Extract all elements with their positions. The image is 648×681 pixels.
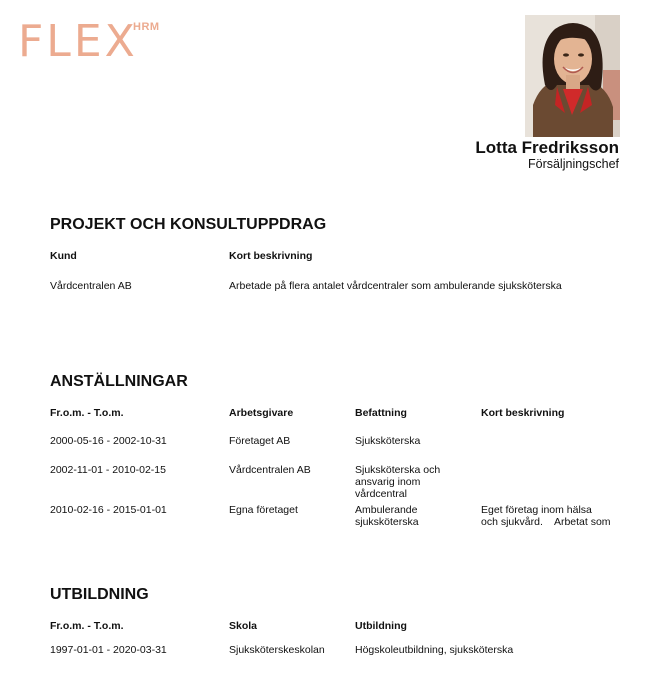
portrait-icon — [525, 15, 620, 137]
education-col-period: Fr.o.m. - T.o.m. — [50, 620, 124, 632]
employment-period: 2010-02-16 - 2015-01-01 — [50, 504, 167, 516]
education-period: 1997-01-01 - 2020-03-31 — [50, 644, 167, 656]
project-customer: Vårdcentralen AB — [50, 280, 132, 292]
employment-employer: Företaget AB — [229, 435, 291, 447]
employment-col-employer: Arbetsgivare — [229, 407, 294, 419]
employment-col-period: Fr.o.m. - T.o.m. — [50, 407, 124, 419]
employment-employer: Vårdcentralen AB — [229, 464, 311, 476]
employment-period: 2000-05-16 - 2002-10-31 — [50, 435, 167, 447]
profile-photo — [525, 15, 620, 137]
employment-position: Sjuksköterska — [355, 435, 421, 447]
logo-text: FLEX — [18, 16, 138, 67]
education-col-school: Skola — [229, 620, 258, 632]
profile-name: Lotta Fredriksson — [475, 138, 619, 157]
employment-col-position: Befattning — [355, 407, 407, 419]
employment-col-description: Kort beskrivning — [481, 407, 565, 419]
education-heading: UTBILDNING — [50, 586, 149, 603]
logo-superscript: HRM — [133, 21, 160, 33]
project-description: Arbetade på flera antalet vårdcentraler som ambulerande sjuksköterska — [229, 280, 562, 292]
employment-description: Eget företag inom hälsa och sjukvård. Arbetat som — [481, 504, 611, 528]
employment-period: 2002-11-01 - 2010-02-15 — [50, 464, 166, 476]
education-col-program: Utbildning — [355, 620, 407, 632]
education-program: Högskoleutbildning, sjuksköterska — [355, 644, 514, 656]
employment-position: Ambulerande sjuksköterska — [355, 504, 419, 528]
flexhrm-logo — [18, 16, 160, 67]
employment-position: Sjuksköterska och ansvarig inom vårdcentral — [355, 464, 441, 500]
education-school: Sjuksköterskeskolan — [229, 644, 325, 656]
employment-heading: ANSTÄLLNINGAR — [50, 373, 188, 390]
projects-heading: PROJEKT OCH KONSULTUPPDRAG — [50, 216, 327, 233]
employment-employer: Egna företaget — [229, 504, 298, 516]
projects-col-description: Kort beskrivning — [229, 250, 313, 262]
profile-title: Försäljningschef — [527, 157, 619, 171]
projects-col-customer: Kund — [50, 250, 77, 262]
